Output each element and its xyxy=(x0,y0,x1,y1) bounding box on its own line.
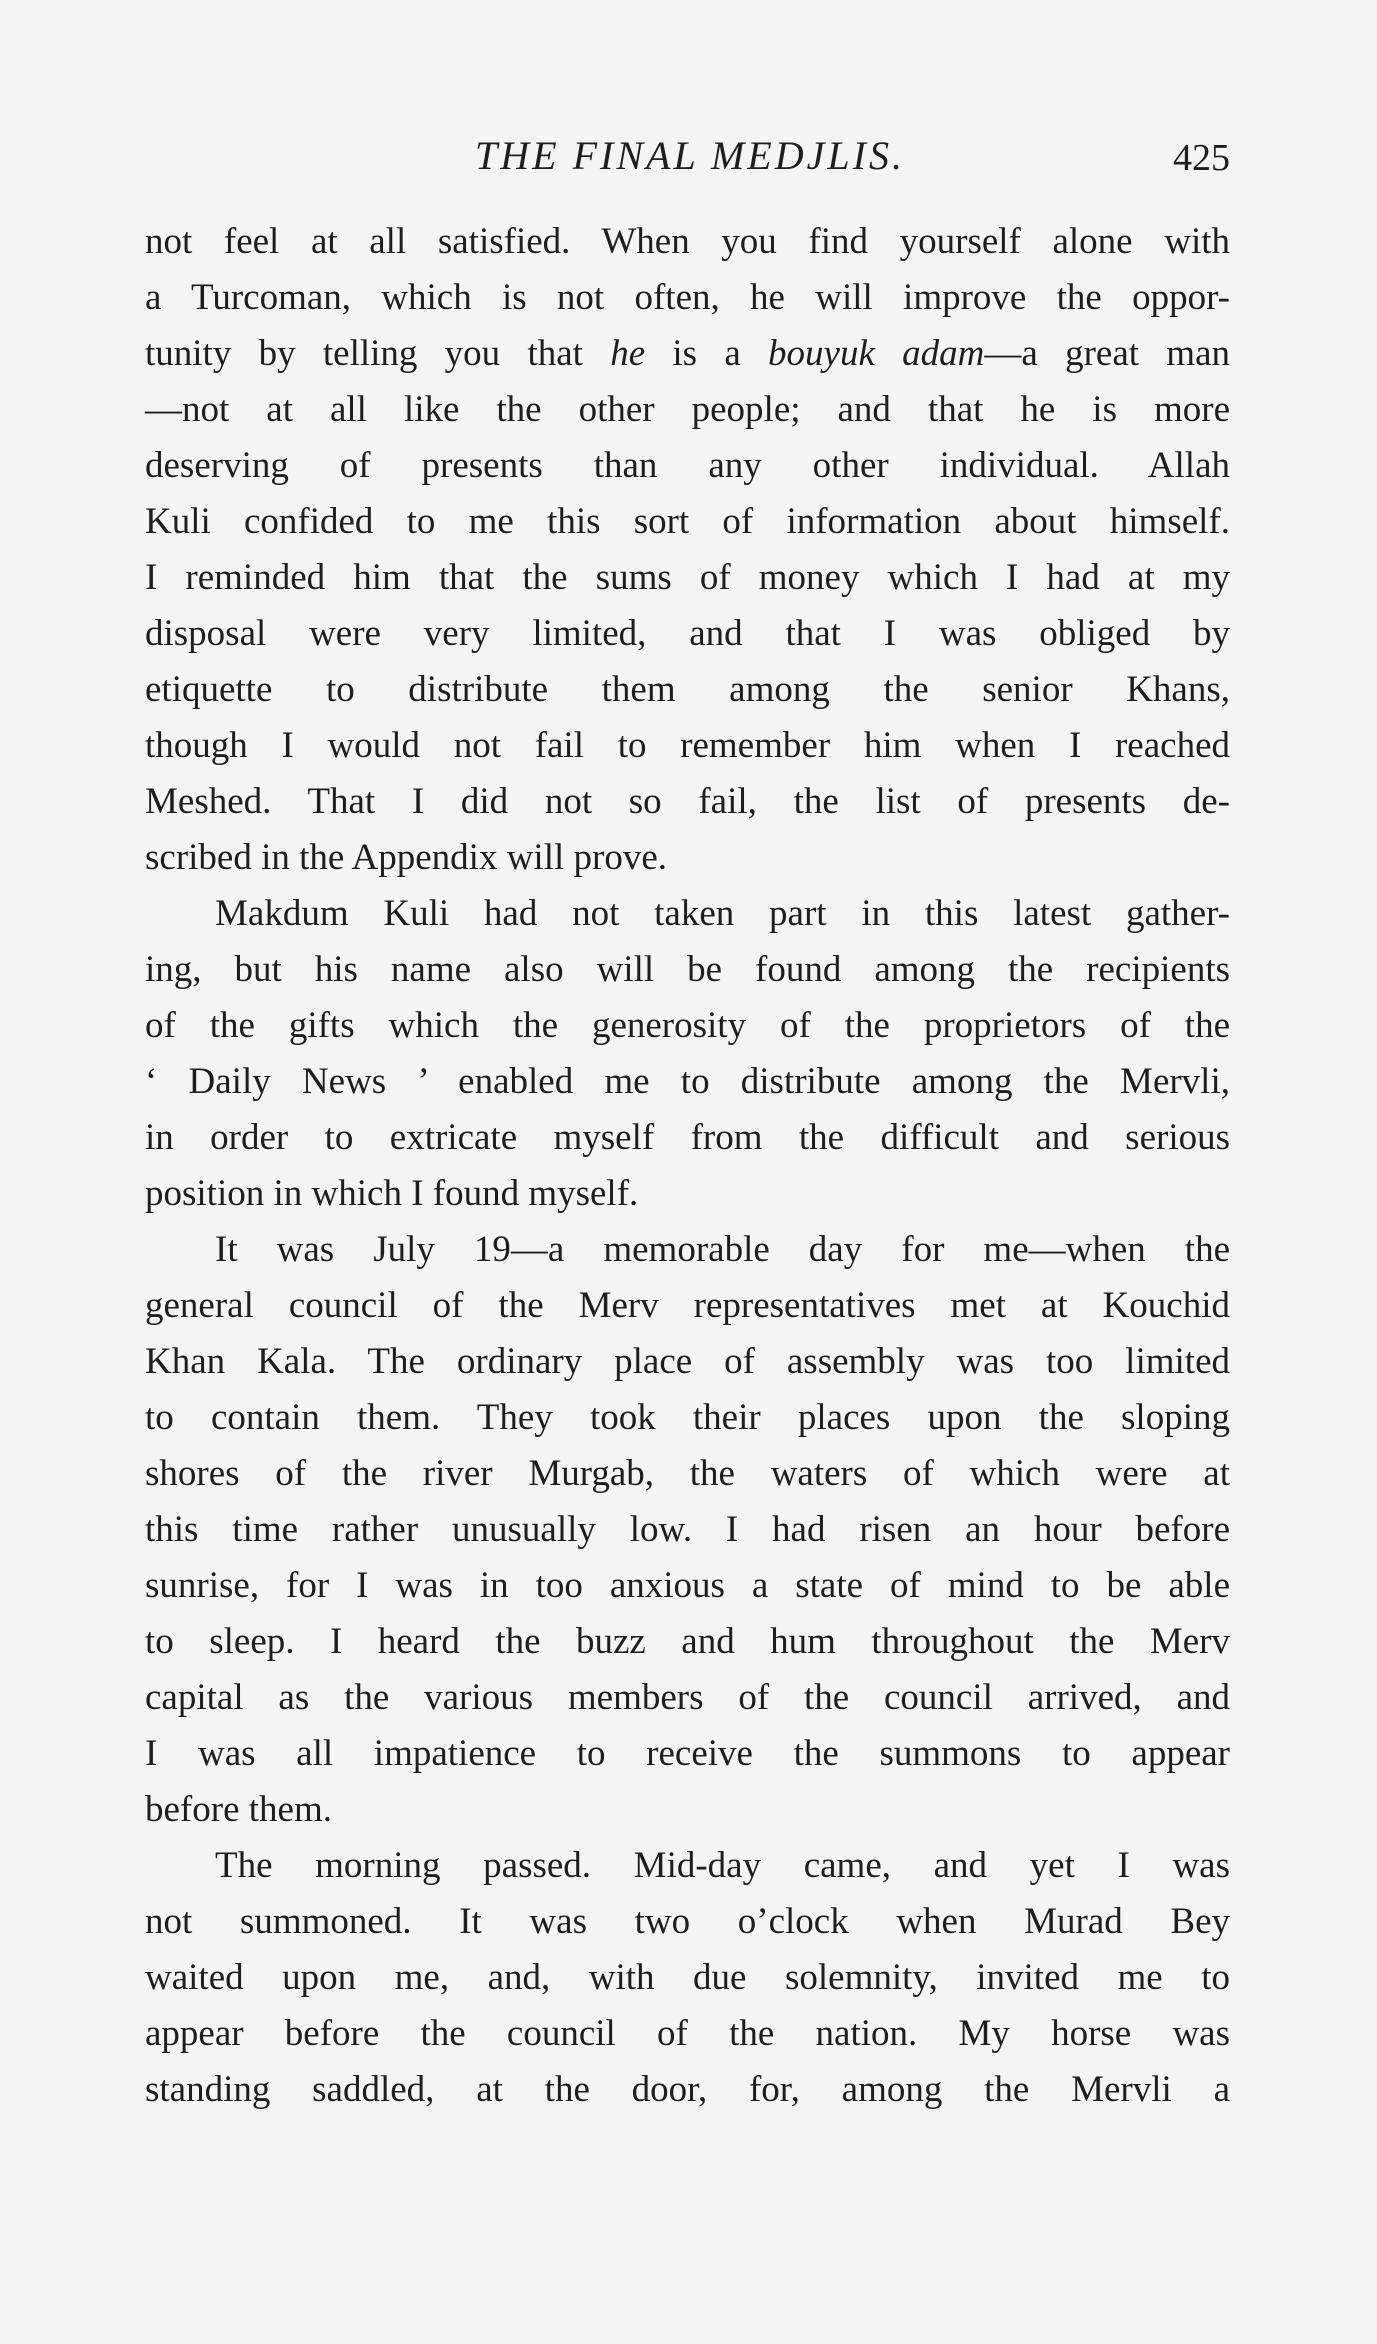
text-line: deserving of presents than any other individual. Allah xyxy=(145,445,1230,486)
text-line: It was July 19—a memorable day for me—when the xyxy=(215,1229,1230,1270)
text-line: though I would not fail to remember him when I reached xyxy=(145,725,1230,766)
text-line: The morning passed. Mid-day came, and yet I was xyxy=(215,1845,1230,1886)
text-line: position in which I found myself. xyxy=(145,1173,639,1214)
text-line: not feel at all satisfied. When you find yourself alone with xyxy=(145,221,1230,262)
text-line: scribed in the Appendix will prove. xyxy=(145,837,668,878)
paragraph-4 xyxy=(145,1838,1230,2118)
body-text xyxy=(145,214,1230,2118)
text-line: of the gifts which the generosity of the proprietors of the xyxy=(145,1005,1230,1046)
text-line: to sleep. I heard the buzz and hum throughout the Merv xyxy=(145,1621,1230,1662)
text-line: ing, but his name also will be found among the recipients xyxy=(145,949,1230,990)
text-line: —not at all like the other people; and that he is more xyxy=(145,389,1230,430)
text-line: I was all impatience to receive the summons to appear xyxy=(145,1733,1230,1774)
text-line: Meshed. That I did not so fail, the list of presents de- xyxy=(145,781,1230,822)
text-line: appear before the council of the nation. My horse was xyxy=(145,2013,1230,2054)
text-line: before them. xyxy=(145,1789,332,1830)
text-line: to contain them. They took their places upon the sloping xyxy=(145,1397,1230,1438)
running-title: THE FINAL MEDJLIS. xyxy=(475,133,905,178)
text-line: waited upon me, and, with due solemnity, invited me to xyxy=(145,1957,1230,1998)
paragraph-2 xyxy=(145,886,1230,1222)
text-line: sunrise, for I was in too anxious a state of mind to be able xyxy=(145,1565,1230,1606)
text-line: tunity by telling you that he is a bouyuk adam—a great man xyxy=(145,333,1230,374)
text-line: a Turcoman, which is not often, he will improve the oppor- xyxy=(145,277,1230,318)
text-line: etiquette to distribute them among the senior Khans, xyxy=(145,669,1230,710)
text-line: Khan Kala. The ordinary place of assembly was too limited xyxy=(145,1341,1230,1382)
running-head xyxy=(140,132,1240,182)
text-line: shores of the river Murgab, the waters of which were at xyxy=(145,1453,1230,1494)
text-line: capital as the various members of the council arrived, and xyxy=(145,1677,1230,1718)
paragraph-3 xyxy=(145,1222,1230,1838)
text-line: this time rather unusually low. I had risen an hour before xyxy=(145,1509,1230,1550)
text-line: disposal were very limited, and that I was obliged by xyxy=(145,613,1230,654)
paragraph-1 xyxy=(145,214,1230,886)
text-line: in order to extricate myself from the difficult and serious xyxy=(145,1117,1230,1158)
text-line: general council of the Merv representatives met at Kouchid xyxy=(145,1285,1230,1326)
text-line: Makdum Kuli had not taken part in this latest gather- xyxy=(215,893,1230,934)
text-line: ‘ Daily News ’ enabled me to distribute among the Mervli, xyxy=(145,1061,1230,1102)
text-line: standing saddled, at the door, for, among the Mervli a xyxy=(145,2069,1230,2110)
text-line: not summoned. It was two o’clock when Murad Bey xyxy=(145,1901,1230,1942)
page-number: 425 xyxy=(1173,137,1230,179)
text-line: Kuli confided to me this sort of information about himself. xyxy=(145,501,1230,542)
text-line: I reminded him that the sums of money which I had at my xyxy=(145,557,1230,598)
